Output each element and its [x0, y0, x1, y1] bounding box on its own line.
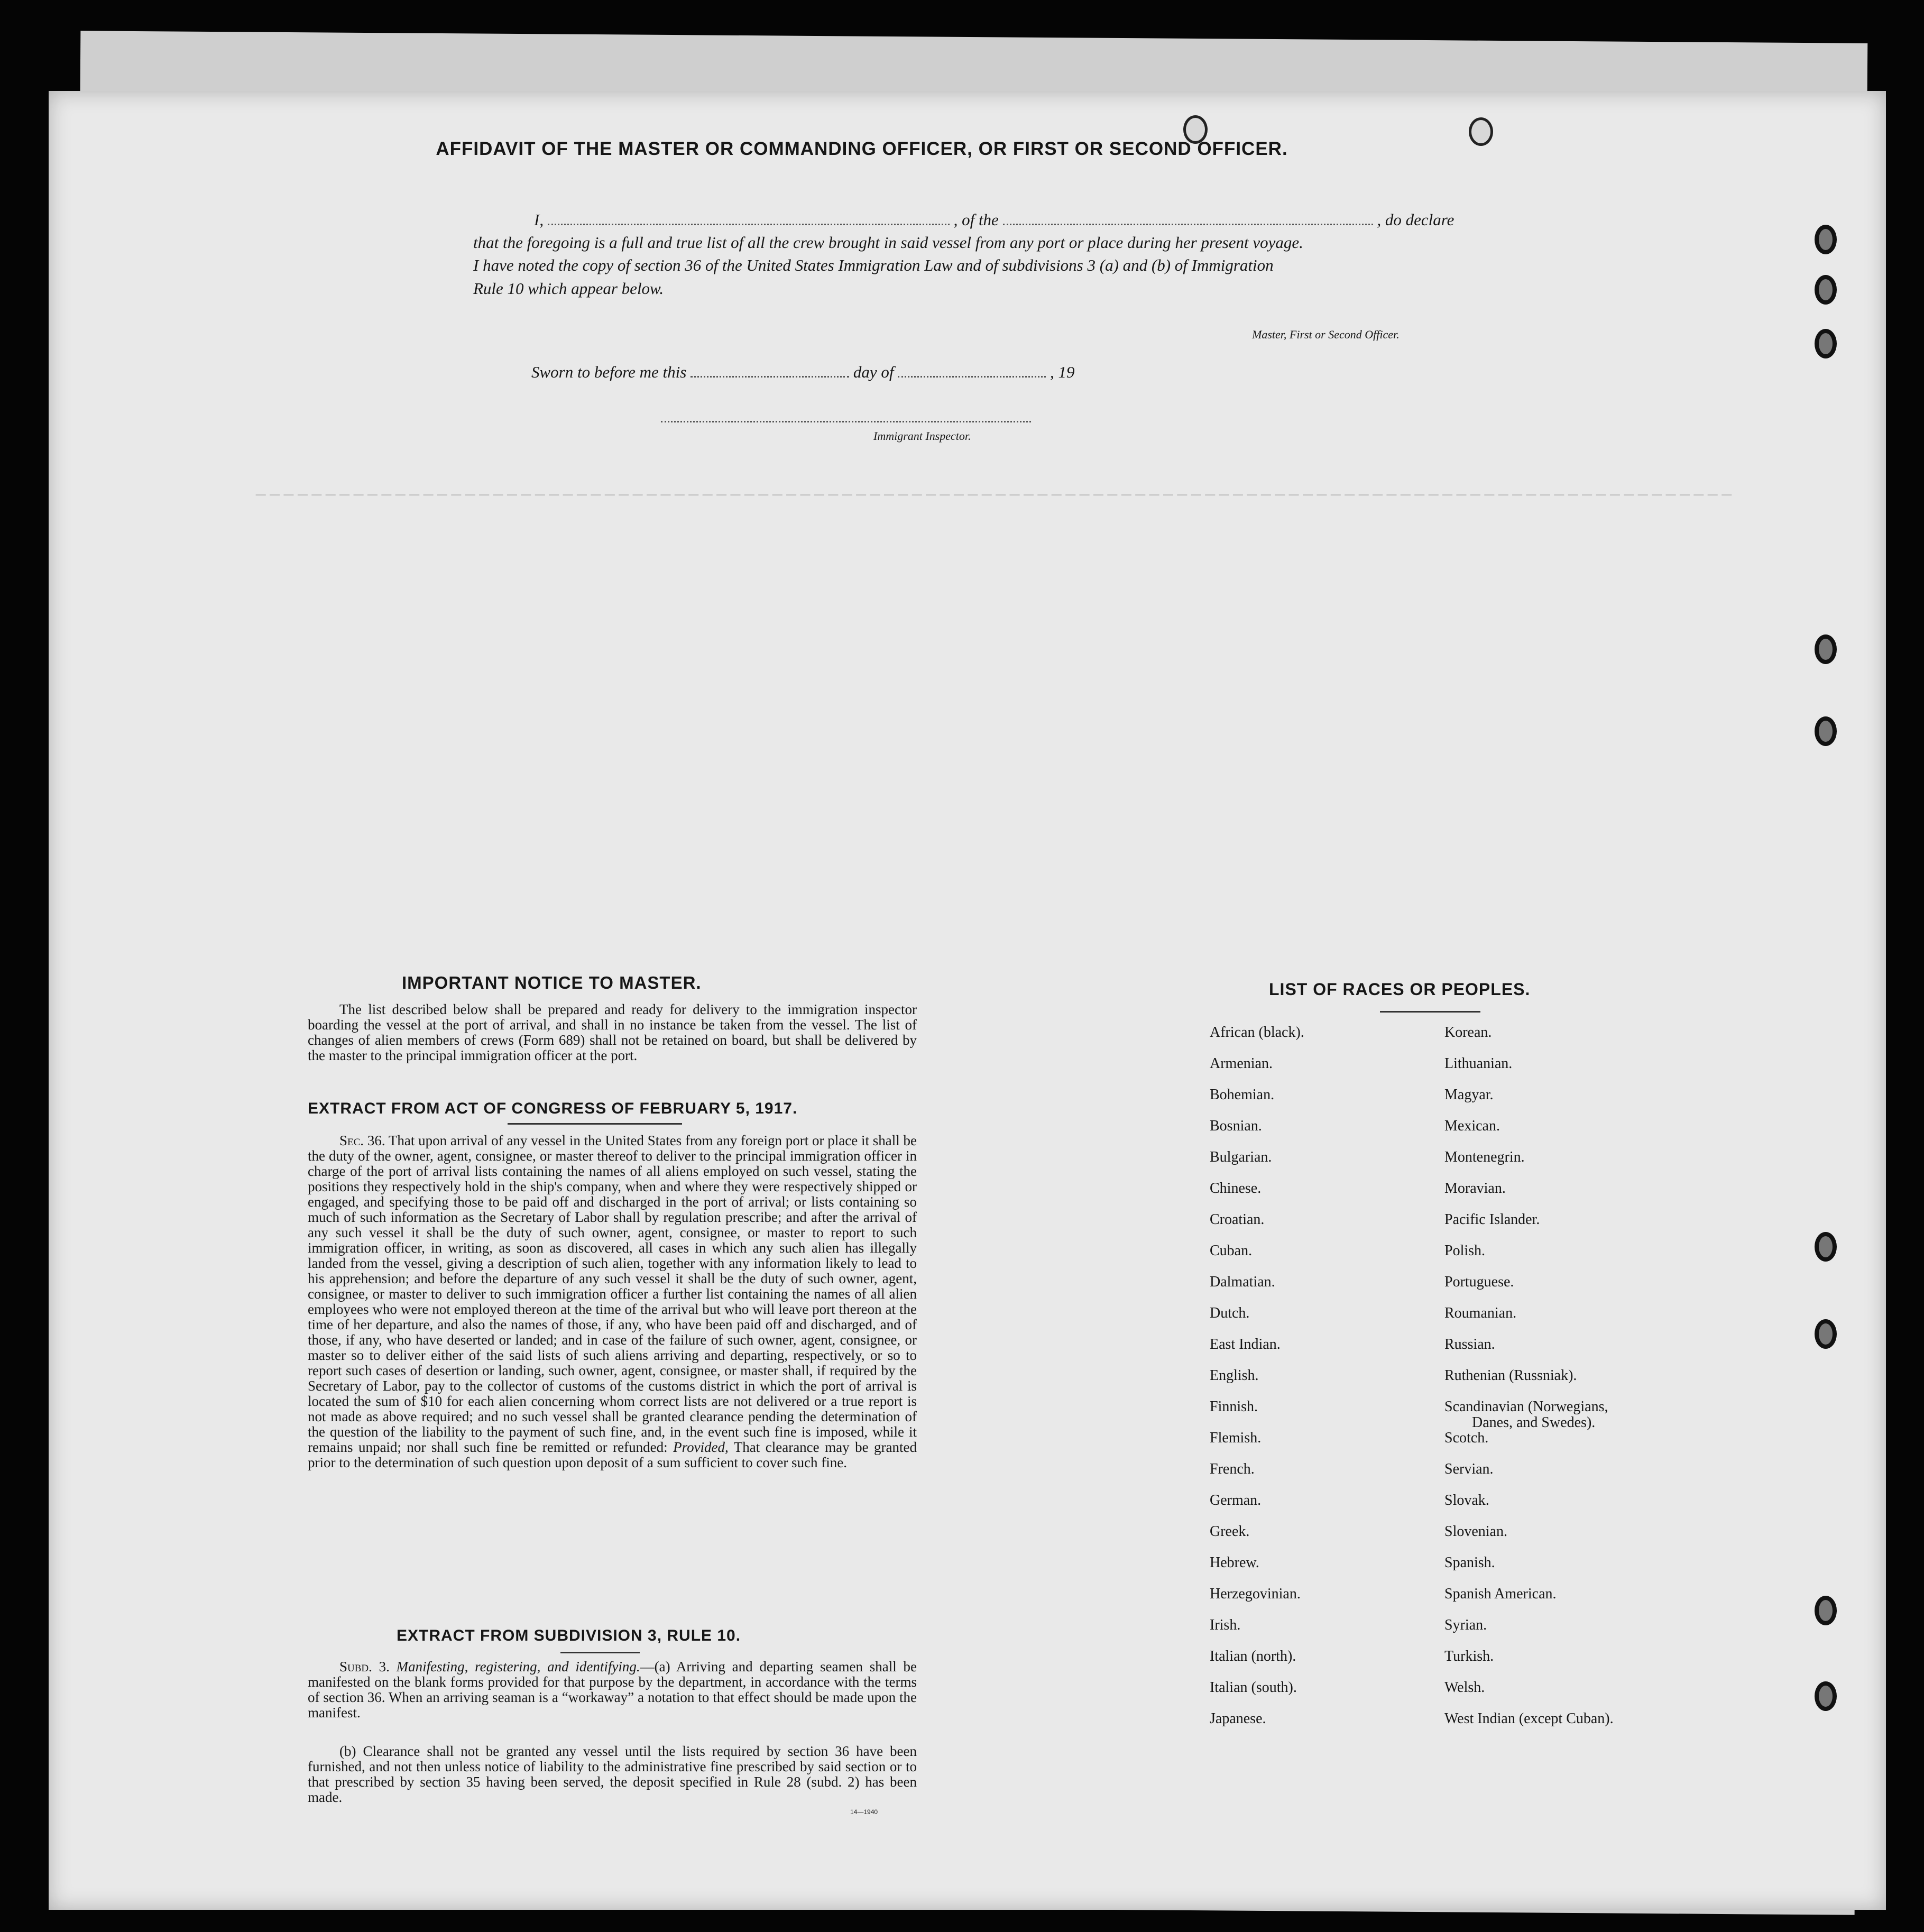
race-item: Bohemian.: [1210, 1087, 1275, 1103]
rule-extract-a: [308, 1659, 917, 1721]
sworn-prefix: Sworn to before me this: [531, 363, 687, 381]
binding-hole-1: [1815, 225, 1837, 254]
race-item: Montenegrin.: [1444, 1149, 1525, 1165]
affidavit-declaration-line: [534, 210, 1454, 229]
race-item: Polish.: [1444, 1243, 1486, 1259]
race-item: Italian (south).: [1210, 1679, 1297, 1696]
sec-36-body-end: That clearance may be granted prior to the determination of such question upon deposit of a sum sufficient to cover such fine.: [308, 1439, 917, 1470]
race-item: German.: [1210, 1492, 1262, 1508]
act-extract-text: [308, 1133, 917, 1470]
race-item: East Indian.: [1210, 1336, 1281, 1353]
sec-36-body: That upon arrival of any vessel in the United States from any foreign port or place it shall be the duty of the owner, agent, consignee, or master thereof to deliver to the principal immigration officer in charge of the port of arrival lists containing the names of all aliens employed on such vessel, stating the positions they respectively hold in the ship's company, when and where they were respectively shipped or engaged, and specifying those to be paid off and discharged in the port of arrival; or lists containing so much of such information as the Secretary of Labor shall by regulation prescribe; and after the arrival of any such vessel it shall be the duty of such owner, agent, consignee, or master to report to such immigration officer, in writing, as soon as discovered, all cases in which any such alien has illegally landed from the vessel, giving a description of such alien, together with any information likely to lead to his apprehension; and before the departure of any such vessel it shall be the duty of such owner, agent, consignee, or master to deliver to such immigration officer a further list containing the names of all alien employees who were not employed thereon at the time of the arrival but who will leave port thereon at the time of her departure, and also the names of those, if any, who have been paid off and discharged, and of those, if any, who have deserted or landed; and in case of the failure of such owner, agent, consignee, or master so to deliver either of the said lists of such aliens arriving and departing, respectively, or so to report such cases of desertion or landing, such owner, agent, consignee, or master shall, if required by the Secretary of Labor, pay to the collector of customs of the customs district in which the port of arrival is located the sum of $10 for each alien concerning whom correct lists are not delivered or a true report is not made as above required; and no such vessel shall be granted clearance pending the determination of the question of the liability to the payment of such fine, and, in the event such fine is imposed, while it remains unpaid; nor shall such fine be remitted or refunded:: [308, 1133, 917, 1455]
notice-title: IMPORTANT NOTICE TO MASTER.: [402, 973, 702, 992]
race-item: West Indian (except Cuban).: [1444, 1710, 1614, 1727]
sworn-month-blank[interactable]: [898, 376, 1046, 378]
race-item: Moravian.: [1444, 1180, 1506, 1197]
affidavit-declare: , do declare: [1377, 210, 1454, 229]
race-item: Mexican.: [1444, 1118, 1500, 1134]
vessel-blank[interactable]: [1003, 224, 1373, 225]
sec-36-label: Sec. 36.: [339, 1133, 385, 1148]
race-item: Korean.: [1444, 1024, 1492, 1041]
punch-hole-top-right: [1469, 117, 1493, 146]
race-item: Turkish.: [1444, 1648, 1494, 1664]
race-item: Flemish.: [1210, 1430, 1262, 1446]
race-item: Herzegovinian.: [1210, 1586, 1301, 1602]
race-item: Chinese.: [1210, 1180, 1262, 1197]
races-left-column: [1210, 1025, 1304, 1742]
sworn-day-of: day of: [853, 363, 894, 381]
race-item: Cuban.: [1210, 1243, 1253, 1259]
binding-hole-7: [1815, 1319, 1837, 1349]
binding-hole-9: [1815, 1681, 1837, 1711]
race-item: Dalmatian.: [1210, 1274, 1275, 1290]
race-item: Greek.: [1210, 1523, 1250, 1540]
race-item: Spanish American.: [1444, 1586, 1557, 1602]
name-blank[interactable]: [548, 224, 950, 225]
subd-label: Subd. 3.: [339, 1659, 390, 1675]
rule-extract-title: EXTRACT FROM SUBDIVISION 3, RULE 10.: [397, 1627, 741, 1644]
rule-extract-rule: [560, 1652, 640, 1653]
race-item: Hebrew.: [1210, 1554, 1259, 1571]
race-item: Croatian.: [1210, 1211, 1265, 1228]
affidavit-title: AFFIDAVIT OF THE MASTER OR COMMANDING OFFICER, OR FIRST OR SECOND OFFICER.: [436, 139, 1288, 159]
races-title: LIST OF RACES OR PEOPLES.: [1269, 980, 1531, 999]
race-item: English.: [1210, 1367, 1259, 1384]
proviso-word: Provided,: [673, 1439, 729, 1455]
race-item: Japanese.: [1210, 1710, 1266, 1727]
form-number: 14—1940: [850, 1808, 878, 1816]
race-item: Scotch.: [1444, 1430, 1489, 1446]
master-signature-label: Master, First or Second Officer.: [1252, 328, 1400, 341]
act-extract-title: EXTRACT FROM ACT OF CONGRESS OF FEBRUARY 5, 1917.: [308, 1100, 798, 1117]
race-item: Scandinavian (Norwegians,: [1444, 1399, 1608, 1415]
race-item: Portuguese.: [1444, 1274, 1514, 1290]
race-item: French.: [1210, 1461, 1255, 1477]
race-item: Magyar.: [1444, 1087, 1494, 1103]
subd-a-text: —(a) Arriving and departing seamen shall be manifested on the blank forms provided for that purpose by the department, in accordance with the terms of section 36. When an arriving seaman is a “workaway” a notation to that effect should be made upon the manifest.: [308, 1659, 917, 1721]
race-item: Italian (north).: [1210, 1648, 1296, 1664]
race-item: Armenian.: [1210, 1055, 1273, 1072]
race-item: Syrian.: [1444, 1617, 1487, 1633]
binding-hole-3: [1815, 329, 1837, 358]
inspector-signature-line[interactable]: [661, 421, 1031, 422]
notice-body: The list described below shall be prepared and ready for delivery to the immigration inspector boarding the vessel at the port of arrival, and shall in no instance be taken from the vessel. The list of changes of alien members of crews (Form 689) shall not be retained on board, but shall be delivered by the master to the principal immigration officer at the port.: [308, 1001, 917, 1063]
race-item: Slovak.: [1444, 1492, 1489, 1508]
inspector-label: Immigrant Inspector.: [873, 429, 971, 443]
binding-hole-8: [1815, 1596, 1837, 1625]
races-title-rule: [1380, 1011, 1480, 1013]
binding-hole-5: [1815, 716, 1837, 746]
sworn-line: [531, 363, 1074, 382]
affidavit-line-2: that the foregoing is a full and true list of all the crew brought in said vessel from any port or place during her present voyage.: [473, 233, 1303, 252]
race-item: Finnish.: [1210, 1399, 1258, 1415]
sworn-date-blank[interactable]: [691, 376, 849, 378]
binding-hole-4: [1815, 634, 1837, 664]
binding-hole-2: [1815, 275, 1837, 305]
race-item: Bulgarian.: [1210, 1149, 1272, 1165]
race-item: Russian.: [1444, 1336, 1495, 1353]
race-item: Slovenian.: [1444, 1523, 1507, 1540]
race-item: Dutch.: [1210, 1305, 1250, 1321]
race-item: Welsh.: [1444, 1679, 1485, 1696]
bleed-through-rows: ‒‒‒‒‒‒‒‒‒‒‒‒‒‒‒‒‒‒‒‒‒‒‒‒‒‒‒‒‒‒‒‒‒‒‒‒‒‒‒‒‒‒‒‒‒‒‒‒‒‒‒‒‒‒‒‒‒‒‒‒‒‒‒‒‒‒‒‒‒‒‒‒‒‒‒‒‒‒‒‒‒‒‒‒‒‒‒‒‒‒‒‒‒‒‒‒‒‒‒‒‒‒‒‒‒‒: [254, 482, 1734, 508]
sworn-year: , 19: [1050, 363, 1075, 381]
affidavit-line-3: I have noted the copy of section 36 of the United States Immigration Law and of subdivisions 3 (a) and (b) of Immigration: [473, 256, 1274, 274]
affidavit-line-4: Rule 10 which appear below.: [473, 279, 664, 298]
races-right-column: [1444, 1025, 1614, 1742]
race-item: African (black).: [1210, 1024, 1304, 1041]
binding-hole-6: [1815, 1232, 1837, 1262]
subd-heading: Manifesting, registering, and identifying.: [396, 1659, 640, 1675]
race-item: Pacific Islander.: [1444, 1211, 1540, 1228]
affidavit-i: I,: [534, 210, 544, 229]
affidavit-of-the: , of the: [953, 210, 999, 229]
race-item: Spanish.: [1444, 1554, 1495, 1571]
notice-text: [308, 1002, 917, 1063]
race-item: Servian.: [1444, 1461, 1494, 1477]
race-item-two-line: [1444, 1399, 1614, 1430]
race-item: Roumanian.: [1444, 1305, 1517, 1321]
act-extract-rule: [508, 1123, 682, 1125]
rule-extract-b: (b) Clearance shall not be granted any vessel until the lists required by section 36 have been furnished, and not then unless notice of liability to the administrative fine prescribed by said section or to that prescribed by section 35 having been served, the deposit specified in Rule 28 (subd. 2) has been made.: [308, 1743, 917, 1805]
race-item-continuation: Danes, and Swedes).: [1472, 1414, 1596, 1431]
race-item: Lithuanian.: [1444, 1055, 1513, 1072]
race-item: Ruthenian (Russniak).: [1444, 1367, 1577, 1384]
race-item: Irish.: [1210, 1617, 1241, 1633]
race-item: Bosnian.: [1210, 1118, 1262, 1134]
